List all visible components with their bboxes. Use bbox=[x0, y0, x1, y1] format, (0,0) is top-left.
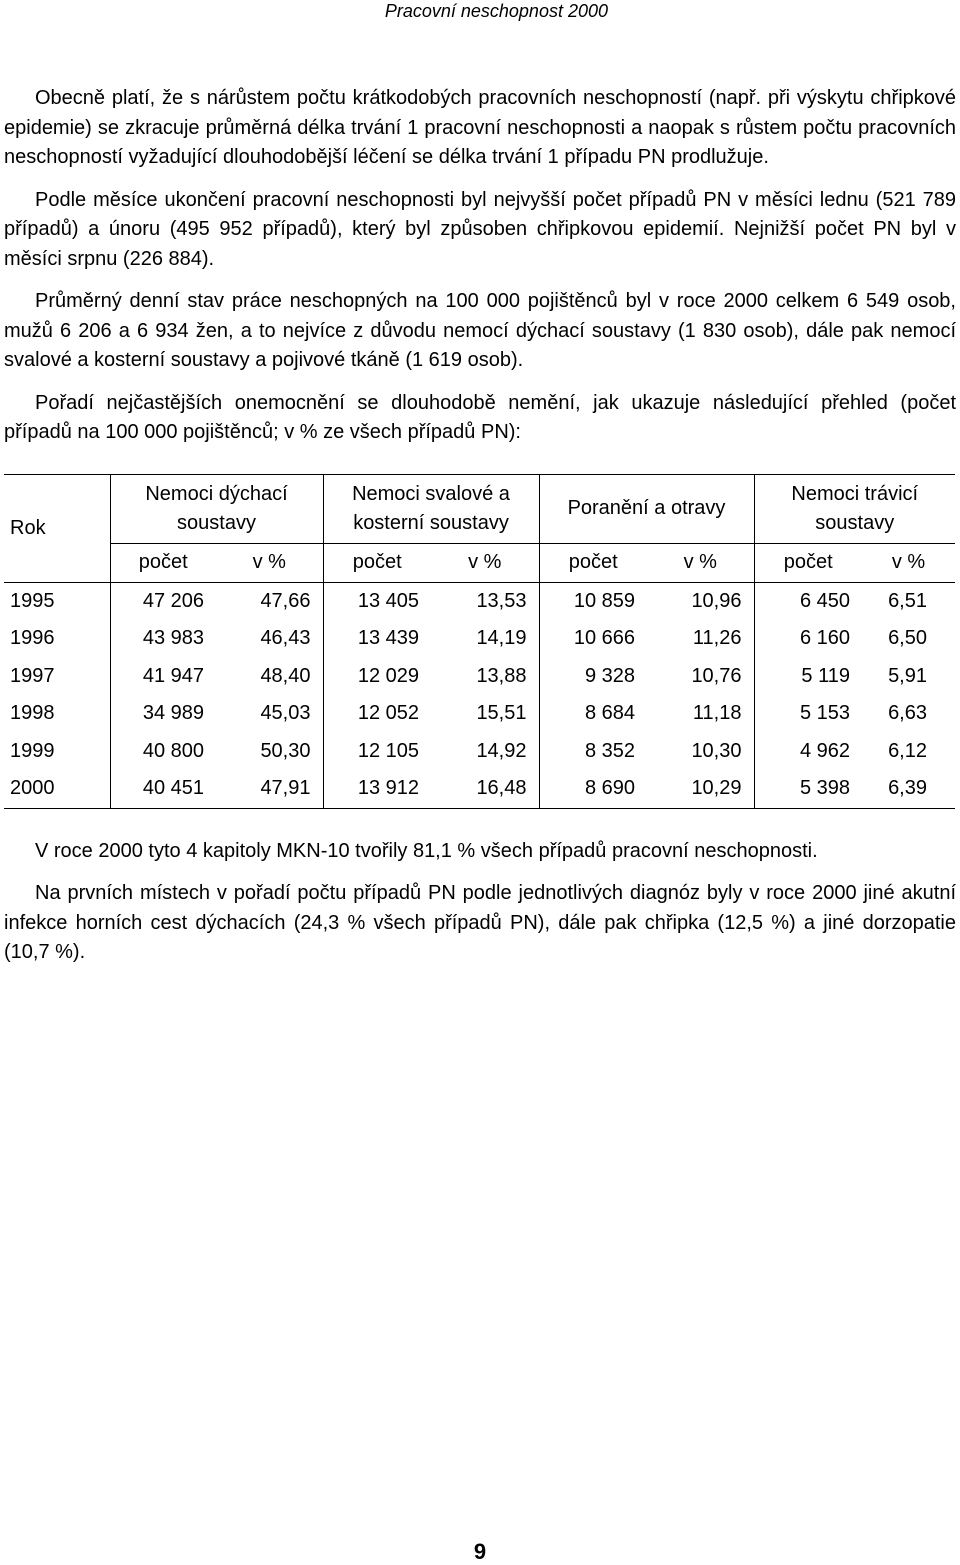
table-row bbox=[4, 770, 955, 808]
subheader-count: počet bbox=[754, 543, 862, 582]
cell: 10,29 bbox=[647, 770, 754, 808]
paragraph-5: V roce 2000 tyto 4 kapitoly MKN-10 tvořily 81,1 % všech případů pracovní neschopnosti. bbox=[35, 839, 818, 862]
cell: 47 206 bbox=[110, 582, 216, 620]
row-year: 1998 bbox=[4, 695, 110, 733]
row-year: 1997 bbox=[4, 658, 110, 696]
cell: 13 405 bbox=[323, 582, 431, 620]
cell: 8 684 bbox=[584, 702, 635, 725]
cell: 13 912 bbox=[323, 770, 431, 808]
document-body bbox=[4, 84, 956, 968]
cell: 41 947 bbox=[142, 664, 204, 687]
page-number: 9 bbox=[473, 1539, 487, 1564]
cell: 14,19 bbox=[431, 620, 539, 658]
cell: 11,26 bbox=[647, 620, 754, 658]
cell: 5,91 bbox=[888, 664, 927, 687]
header-group-musculoskeletal: Nemoci svalové a kosterní soustavy bbox=[323, 474, 539, 543]
paragraph-6: Na prvních místech v pořadí počtu případů PN podle jednotlivých diagnóz byly v roce 2000 jiné akutní infekce horních cest dýchacích (24,3 % všech případů PN), dále pak chřipka (12,5 %) a jiné dorzopatie (10,7 %). bbox=[4, 882, 956, 963]
cell: 12 105 bbox=[357, 739, 419, 762]
cell: 10,96 bbox=[647, 582, 754, 620]
subheader-pct: v % bbox=[431, 543, 539, 582]
cell: 12 052 bbox=[357, 702, 419, 725]
subheader-pct: v % bbox=[216, 543, 323, 582]
subheader-count: počet bbox=[110, 543, 216, 582]
table-row bbox=[4, 582, 955, 620]
cell: 40 451 bbox=[110, 770, 216, 808]
cell: 50,30 bbox=[216, 733, 323, 771]
cell: 6,50 bbox=[888, 627, 927, 650]
cell: 13 439 bbox=[357, 627, 419, 650]
table-row bbox=[4, 658, 955, 696]
header-rok: Rok bbox=[4, 474, 110, 582]
running-header: Pracovní neschopnost 2000 bbox=[384, 1, 608, 21]
row-year: 1999 bbox=[4, 733, 110, 771]
cell: 5 119 bbox=[801, 664, 850, 687]
cell: 5 153 bbox=[799, 702, 850, 725]
subheader-pct: v % bbox=[647, 543, 754, 582]
cell: 6,51 bbox=[862, 582, 955, 620]
row-year: 1996 bbox=[4, 620, 110, 658]
table-row bbox=[4, 733, 955, 771]
paragraph-2: Podle měsíce ukončení pracovní neschopnosti byl nejvyšší počet případů PN v měsíci lednu (521 789 případů) a únoru (495 952 případů), který byl způsoben chřipkovou epidemií. Nejnižší počet PN byl v měsíci srpnu (226 884). bbox=[4, 188, 956, 270]
cell: 45,03 bbox=[216, 695, 323, 733]
cell: 47,66 bbox=[216, 582, 323, 620]
cell: 16,48 bbox=[431, 770, 539, 808]
subheader-count: počet bbox=[323, 543, 431, 582]
header-group-respiratory: Nemoci dýchací soustavy bbox=[110, 474, 323, 543]
paragraph-1: Obecně platí, že s nárůstem počtu krátkodobých pracovních neschopností (např. při výskytu chřipkové epidemie) se zkracuje průměrná délka trvání 1 pracovní neschopnosti a naopak s růstem počtu pracovních neschopností vyžadující dlouhodobější léčení se délka trvání 1 případu PN prodlužuje. bbox=[4, 87, 956, 168]
cell: 46,43 bbox=[216, 620, 323, 658]
cell: 8 690 bbox=[539, 770, 647, 808]
table-header-row bbox=[4, 474, 955, 543]
cell: 10 859 bbox=[539, 582, 647, 620]
cell: 10 666 bbox=[573, 627, 635, 650]
subheader-count: počet bbox=[539, 543, 647, 582]
cell: 10,30 bbox=[647, 733, 754, 771]
subheader-pct: v % bbox=[862, 543, 955, 582]
cell: 6 160 bbox=[799, 627, 850, 650]
cell: 4 962 bbox=[799, 739, 850, 762]
cell: 40 800 bbox=[142, 739, 204, 762]
table-row bbox=[4, 620, 955, 658]
paragraph-3: Průměrný denní stav práce neschopných na 100 000 pojištěnců byl v roce 2000 celkem 6 549 osob, mužů 6 206 a 6 934 žen, a to nejvíce z důvodu nemocí dýchací soustavy (1 830 osob), dále pak nemocí svalové a kosterní soustavy a pojivové tkáně (1 619 osob). bbox=[4, 290, 956, 371]
header-group-injuries: Poranění a otravy bbox=[539, 474, 754, 543]
cell: 6,12 bbox=[888, 739, 927, 762]
cell: 13,53 bbox=[431, 582, 539, 620]
cell: 10,76 bbox=[647, 658, 754, 696]
cell: 14,92 bbox=[431, 733, 539, 771]
header-group-digestive: Nemoci trávicí soustavy bbox=[754, 474, 955, 543]
table-row bbox=[4, 695, 955, 733]
cell: 47,91 bbox=[216, 770, 323, 808]
cell: 5 398 bbox=[754, 770, 862, 808]
row-year: 2000 bbox=[4, 770, 110, 808]
cell: 34 989 bbox=[142, 702, 204, 725]
cell: 6 450 bbox=[754, 582, 862, 620]
paragraph-4: Pořadí nejčastějších onemocnění se dlouhodobě nemění, jak ukazuje následující přehled (počet případů na 100 000 pojištěnců; v % ze všech případů PN): bbox=[4, 391, 956, 443]
cell: 13,88 bbox=[431, 658, 539, 696]
cell: 6,39 bbox=[862, 770, 955, 808]
cell: 6,63 bbox=[888, 702, 927, 725]
cell: 43 983 bbox=[142, 627, 204, 650]
cell: 48,40 bbox=[216, 658, 323, 696]
cell: 9 328 bbox=[584, 664, 635, 687]
cell: 8 352 bbox=[584, 739, 635, 762]
cell: 15,51 bbox=[431, 695, 539, 733]
cell: 11,18 bbox=[647, 695, 754, 733]
table-subheader-row bbox=[4, 543, 955, 582]
cell: 12 029 bbox=[357, 664, 419, 687]
diagnosis-table bbox=[4, 474, 955, 809]
row-year: 1995 bbox=[4, 582, 110, 620]
